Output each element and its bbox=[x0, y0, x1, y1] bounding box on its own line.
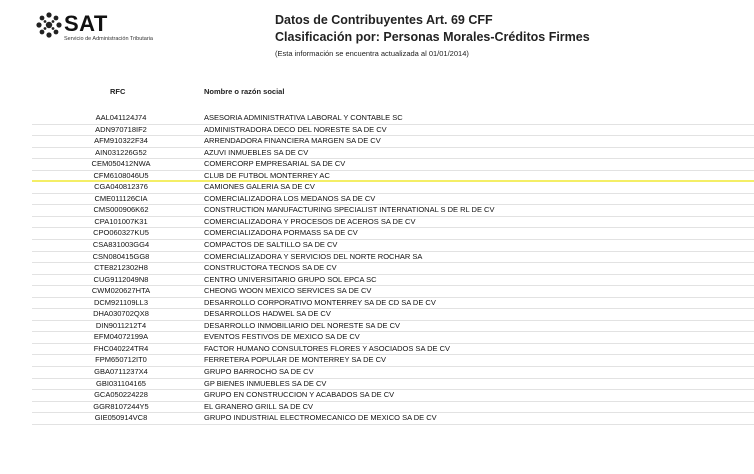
name-cell: COMPACTOS DE SALTILLO SA DE CV bbox=[204, 240, 338, 250]
table-row bbox=[32, 275, 754, 287]
name-cell: CAMIONES GALERIA SA DE CV bbox=[204, 182, 315, 192]
rfc-cell: FPM650712IT0 bbox=[95, 355, 147, 365]
rfc-cell: CUG9112049N8 bbox=[93, 274, 149, 284]
name-cell: CLUB DE FUTBOL MONTERREY AC bbox=[204, 170, 330, 180]
table-row bbox=[32, 321, 754, 333]
table-row bbox=[32, 136, 754, 148]
rfc-cell: CTE8212302H8 bbox=[94, 263, 148, 273]
name-cell: FACTOR HUMANO CONSULTORES FLORES Y ASOCIADOS SA DE CV bbox=[204, 343, 451, 353]
sat-tagline: Servicio de Administración Tributaria bbox=[64, 36, 153, 42]
table-row bbox=[32, 390, 754, 402]
name-cell: GRUPO BARROCHO SA DE CV bbox=[204, 367, 314, 377]
table-row bbox=[32, 228, 754, 240]
sat-logo bbox=[36, 12, 176, 44]
name-cell: CONSTRUCTORA TECNOS SA DE CV bbox=[204, 263, 337, 273]
rfc-cell: GBI031104165 bbox=[96, 378, 146, 388]
name-cell: DESARROLLOS HADWEL SA DE CV bbox=[204, 309, 331, 319]
table-row bbox=[32, 148, 754, 160]
update-note: (Esta información se encuentra actualizada al 01/01/2014) bbox=[275, 49, 469, 58]
rfc-cell: DIN9011212T4 bbox=[95, 320, 147, 330]
rfc-cell: GGR8107244Y5 bbox=[93, 401, 149, 411]
rfc-cell: CMS000906K62 bbox=[93, 205, 149, 215]
name-cell: COMERCIALIZADORA LOS MEDANOS SA DE CV bbox=[204, 193, 376, 203]
name-cell: DESARROLLO CORPORATIVO MONTERREY SA DE CD SA DE CV bbox=[204, 297, 436, 307]
name-cell: EVENTOS FESTIVOS DE MEXICO SA DE CV bbox=[204, 332, 360, 342]
name-cell: COMERCIALIZADORA PORMASS SA DE CV bbox=[204, 228, 358, 238]
table-row bbox=[32, 309, 754, 321]
table-row bbox=[32, 252, 754, 264]
name-cell: ADMINISTRADORA DECO DEL NORESTE SA DE CV bbox=[204, 124, 387, 134]
taxpayer-table bbox=[32, 113, 754, 425]
table-row bbox=[32, 194, 754, 206]
name-cell: CENTRO UNIVERSITARIO GRUPO SOL EPCA SC bbox=[204, 274, 377, 284]
rfc-cell: GIE050914VC8 bbox=[94, 413, 148, 423]
name-cell: DESARROLLO INMOBILIARIO DEL NORESTE SA DE CV bbox=[204, 320, 401, 330]
rfc-cell: FHC040224TR4 bbox=[93, 343, 149, 353]
table-row bbox=[32, 379, 754, 391]
rfc-cell: ADN970718IF2 bbox=[95, 124, 147, 134]
name-cell: GP BIENES INMUEBLES SA DE CV bbox=[204, 378, 327, 388]
rfc-cell: CPO060327KU5 bbox=[93, 228, 149, 238]
table-row bbox=[32, 413, 754, 425]
name-cell: COMERCIALIZADORA Y SERVICIOS DEL NORTE ROCHAR SA bbox=[204, 251, 423, 261]
rfc-cell: GCA050224228 bbox=[94, 390, 148, 400]
table-row bbox=[32, 125, 754, 137]
table-row bbox=[32, 159, 754, 171]
page-title: Datos de Contribuyentes Art. 69 CFF bbox=[275, 13, 493, 27]
rfc-cell: DHA030702QX8 bbox=[93, 309, 149, 319]
rfc-cell: CWM020627HTA bbox=[91, 286, 151, 296]
name-cell: ARRENDADORA FINANCIERA MARGEN SA DE CV bbox=[204, 136, 381, 146]
table-row bbox=[32, 298, 754, 310]
table-row bbox=[32, 240, 754, 252]
name-cell: AZUVI INMUEBLES SA DE CV bbox=[204, 147, 309, 157]
name-cell: ASESORIA ADMINISTRATIVA LABORAL Y CONTABLE SC bbox=[204, 113, 403, 122]
name-cell: CHEONG WOON MEXICO SERVICES SA DE CV bbox=[204, 286, 372, 296]
table-row bbox=[32, 182, 754, 194]
rfc-cell: CGA040812376 bbox=[94, 182, 148, 192]
table-row bbox=[32, 217, 754, 229]
rfc-cell: CEM050412NWA bbox=[91, 159, 151, 169]
table-row bbox=[32, 402, 754, 414]
table-row bbox=[32, 263, 754, 275]
rfc-cell: CFM6108046U5 bbox=[93, 170, 149, 180]
page-subtitle: Clasificación por: Personas Morales-Créditos Firmes bbox=[275, 30, 590, 44]
name-cell: GRUPO EN CONSTRUCCION Y ACABADOS SA DE CV bbox=[204, 390, 395, 400]
name-cell: COMERCIALIZADORA Y PROCESOS DE ACEROS SA DE CV bbox=[204, 216, 416, 226]
rfc-cell: AFM910322F34 bbox=[94, 136, 148, 146]
column-header-rfc: RFC bbox=[110, 87, 126, 96]
table-row bbox=[32, 171, 754, 183]
name-cell: GRUPO INDUSTRIAL ELECTROMECANICO DE MEXICO SA DE CV bbox=[204, 413, 437, 423]
rfc-cell: CSA831003GG4 bbox=[92, 240, 150, 250]
table-row bbox=[32, 113, 754, 125]
table-row bbox=[32, 344, 754, 356]
rfc-cell: DCM921109LL3 bbox=[93, 297, 149, 307]
rfc-cell: AAL041124J74 bbox=[95, 113, 147, 122]
table-row bbox=[32, 367, 754, 379]
table-row bbox=[32, 332, 754, 344]
table-row bbox=[32, 205, 754, 217]
name-cell: FERRETERA POPULAR DE MONTERREY SA DE CV bbox=[204, 355, 386, 365]
sat-seal-icon bbox=[36, 12, 62, 38]
name-cell: EL GRANERO GRILL SA DE CV bbox=[204, 401, 314, 411]
rfc-cell: CME011126CIA bbox=[94, 193, 148, 203]
rfc-cell: GBA0711237X4 bbox=[94, 367, 148, 377]
name-cell: CONSTRUCTION MANUFACTURING SPECIALIST INTERNATIONAL S DE RL DE CV bbox=[204, 205, 495, 215]
rfc-cell: CSN080415GG8 bbox=[92, 251, 150, 261]
rfc-cell: CPA101007K31 bbox=[94, 216, 148, 226]
table-row bbox=[32, 286, 754, 298]
sat-wordmark: SAT bbox=[64, 11, 108, 36]
rfc-cell: AIN031226G52 bbox=[95, 147, 147, 157]
column-header-name: Nombre o razón social bbox=[204, 87, 285, 96]
rfc-cell: EFM04072199A bbox=[93, 332, 149, 342]
table-row bbox=[32, 355, 754, 367]
name-cell: COMERCORP EMPRESARIAL SA DE CV bbox=[204, 159, 346, 169]
